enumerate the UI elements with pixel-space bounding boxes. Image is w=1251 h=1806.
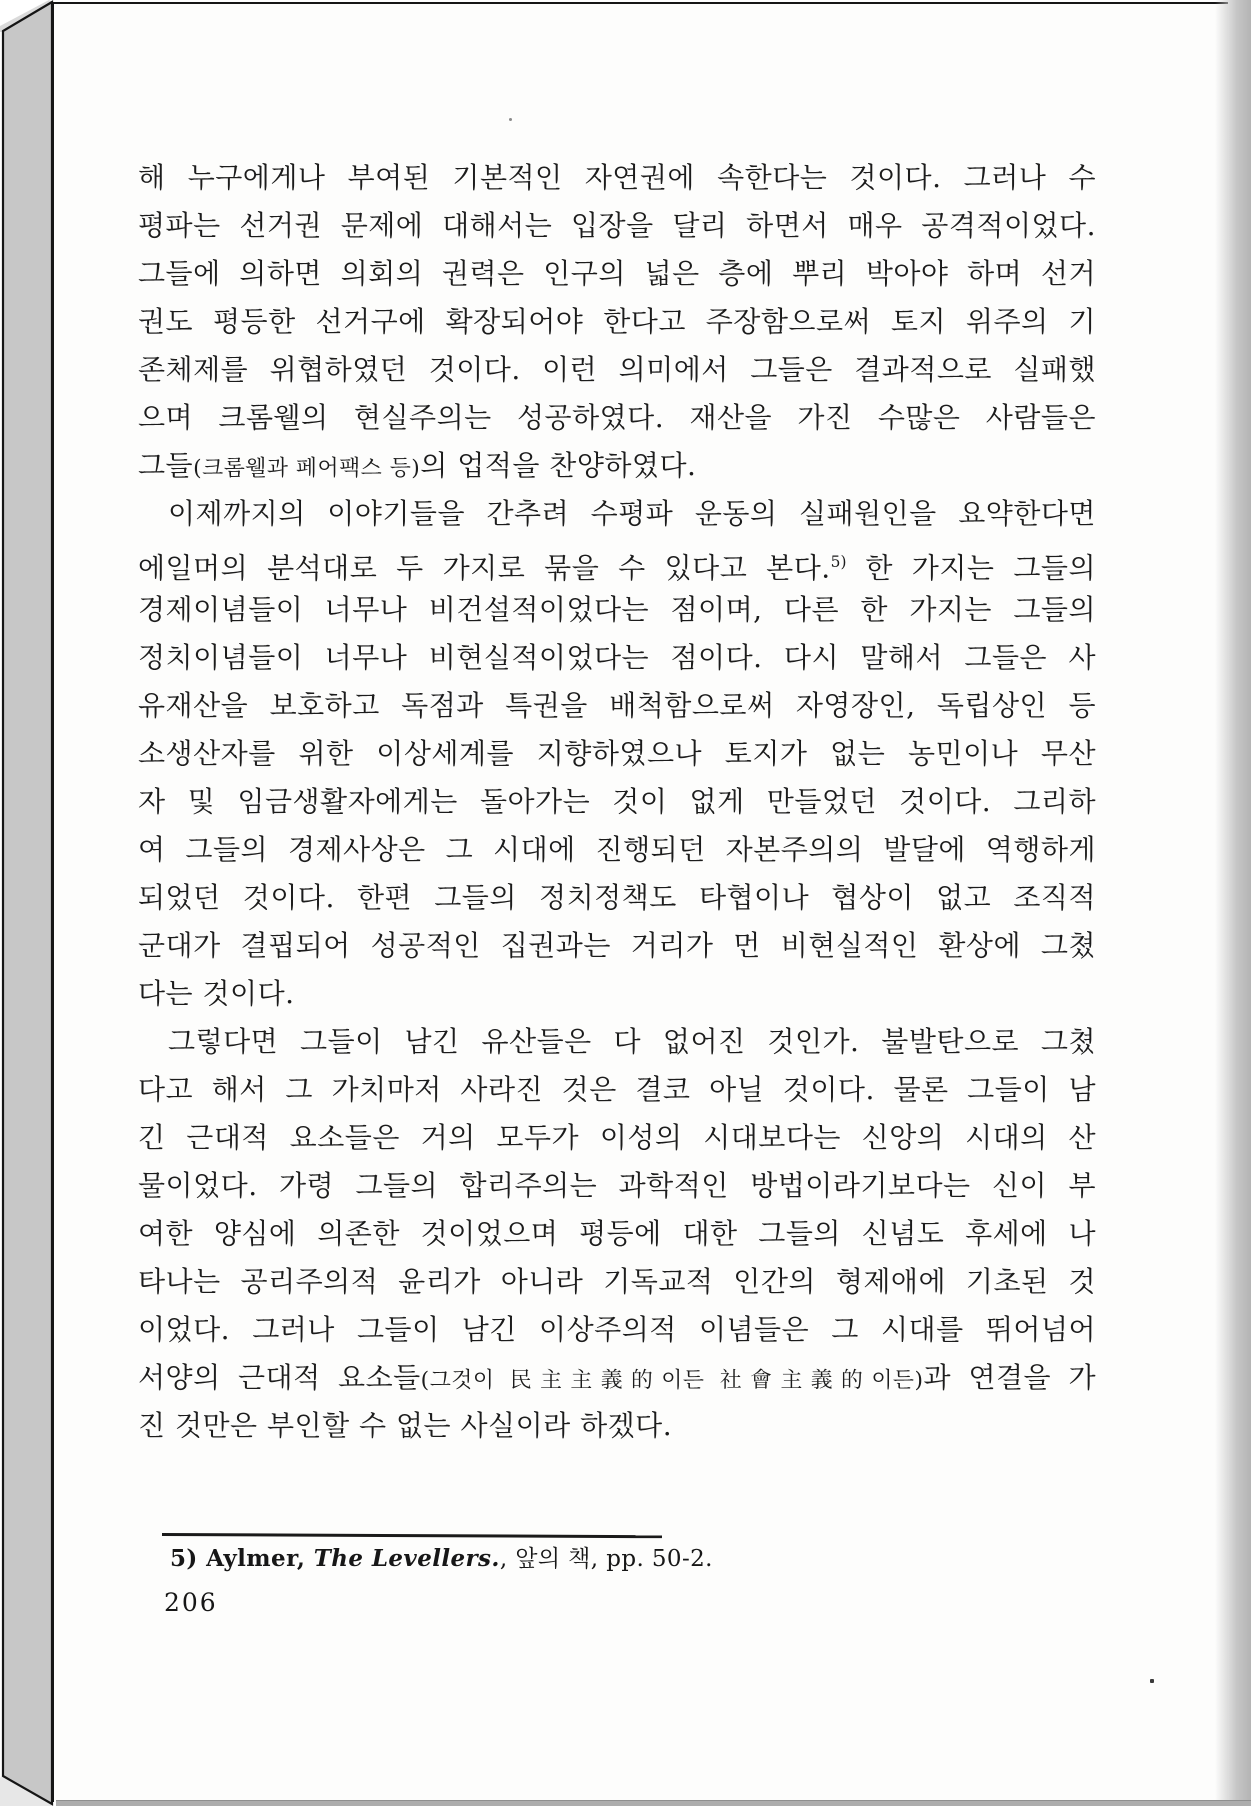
- text-segment: 서양의 근대적 요소들: [138, 1361, 421, 1394]
- text-segment: (크롬웰과 페어팩스 등): [193, 456, 421, 481]
- text-line: [138, 442, 1096, 490]
- text-line: [138, 538, 1096, 586]
- text-line: [138, 1018, 1096, 1066]
- text-line: [138, 970, 1096, 1018]
- text-line: [138, 634, 1096, 682]
- text-segment: 여 그들의 경제사상은 그 시대에 진행되던 자본주의의 발달에 역행하게: [138, 833, 1096, 866]
- text-segment: 평파는 선거권 문제에 대해서는 입장을 달리 하면서 매우 공격적이었다.: [138, 209, 1096, 242]
- text-segment: 과 연결을 가: [923, 1361, 1097, 1394]
- text-segment: 으며 크롬웰의 현실주의는 성공하였다. 재산을 가진 수많은 사람들은: [138, 401, 1096, 434]
- text-segment: 정치이념들이 너무나 비현실적이었다는 점이다. 다시 말해서 그들은 사: [138, 641, 1096, 674]
- text-segment: 이제까지의 이야기들을 간추려 수평파 운동의 실패원인을 요약한다면: [168, 497, 1096, 530]
- text-segment: 한 가지는 그들의: [846, 551, 1096, 585]
- text-line: [138, 1402, 1096, 1450]
- book-block-edge: [3, 2, 52, 1804]
- text-segment: 5) Aylmer,: [170, 1545, 314, 1572]
- text-segment: 해 누구에게나 부여된 기본적인 자연권에 속한다는 것이다. 그러나 수: [138, 161, 1096, 194]
- text-segment: 의 업적을 찬양하였다.: [420, 449, 697, 482]
- text-segment: 그들에 의하면 의회의 권력은 인구의 넓은 층에 뿌리 박아야 하며 선거: [138, 257, 1096, 290]
- text-line: [138, 778, 1096, 826]
- page-surface: [52, 2, 1228, 1802]
- text-segment: 물이었다. 가령 그들의 합리주의는 과학적인 방법이라기보다는 신이 부: [138, 1169, 1096, 1202]
- text-segment: 자 및 임금생활자에게는 돌아가는 것이 없게 만들었던 것이다. 그리하: [138, 785, 1096, 818]
- text-line: [138, 202, 1096, 250]
- text-segment: 소생산자를 위한 이상세계를 지향하였으나 토지가 없는 농민이나 무산: [138, 737, 1096, 770]
- text-segment: 유재산을 보호하고 독점과 특권을 배척함으로써 자영장인, 독립상인 등: [138, 689, 1096, 722]
- text-segment: 5): [830, 553, 847, 571]
- text-segment: 이었다. 그러나 그들이 남긴 이상주의적 이념들은 그 시대를 뛰어넘어: [138, 1313, 1096, 1346]
- text-line: [138, 490, 1096, 538]
- text-line: [138, 250, 1096, 298]
- text-segment: 타나는 공리주의적 윤리가 아니라 기독교적 인간의 형제애에 기초된 것: [138, 1265, 1096, 1298]
- text-line: [138, 1210, 1096, 1258]
- text-segment: 경제이념들이 너무나 비건설적이었다는 점이며, 다른 한 가지는 그들의: [138, 593, 1096, 626]
- page-shadow-right: [1215, 0, 1251, 1806]
- text-segment: 긴 근대적 요소들은 거의 모두가 이성의 시대보다는 신앙의 시대의 산: [138, 1121, 1096, 1154]
- text-line: [138, 1162, 1096, 1210]
- text-segment: 여한 양심에 의존한 것이었으며 평등에 대한 그들의 신념도 후세에 나: [138, 1217, 1096, 1250]
- text-segment: 존체제를 위협하였던 것이다. 이런 의미에서 그들은 결과적으로 실패했: [138, 353, 1096, 386]
- text-segment: 되었던 것이다. 한편 그들의 정치정책도 타협이나 협상이 없고 조직적: [138, 881, 1096, 914]
- footnote: [170, 1544, 1070, 1574]
- text-segment: The Levellers.: [313, 1545, 500, 1572]
- text-line: [138, 1114, 1096, 1162]
- text-segment: (그것이 民主主義的이든 社會主義的이든): [420, 1368, 924, 1393]
- text-line: [138, 730, 1096, 778]
- text-line: [138, 154, 1096, 202]
- text-line: [138, 1354, 1096, 1402]
- text-line: [138, 1066, 1096, 1114]
- text-line: [138, 874, 1096, 922]
- text-segment: 권도 평등한 선거구에 확장되어야 한다고 주장함으로써 토지 위주의 기: [138, 305, 1096, 338]
- text-line: [138, 394, 1096, 442]
- text-segment: 진 것만은 부인할 수 없는 사실이라 하겠다.: [138, 1409, 673, 1442]
- text-line: [138, 346, 1096, 394]
- text-segment: 다고 해서 그 가치마저 사라진 것은 결코 아닐 것이다. 물론 그들이 남: [138, 1073, 1096, 1106]
- text-segment: 그렇다면 그들이 남긴 유산들은 다 없어진 것인가. 불발탄으로 그쳤: [168, 1025, 1096, 1058]
- text-segment: 군대가 결핍되어 성공적인 집권과는 거리가 먼 비현실적인 환상에 그쳤: [138, 929, 1096, 962]
- text-line: [138, 298, 1096, 346]
- scan-speck: [509, 118, 512, 121]
- text-line: [138, 826, 1096, 874]
- scan-speck: [1150, 1679, 1154, 1683]
- text-line: [138, 682, 1096, 730]
- text-line: [138, 586, 1096, 634]
- text-segment: 그들: [138, 449, 194, 482]
- text-line: [138, 922, 1096, 970]
- text-segment: , 앞의 책, pp. 50-2.: [499, 1546, 713, 1572]
- footnote-rule: [162, 1533, 662, 1538]
- text-segment: 다는 것이다.: [138, 977, 295, 1010]
- text-segment: 에일머의 분석대로 두 가지로 묶을 수 있다고 본다.: [138, 551, 831, 585]
- body-text: [138, 154, 1096, 1450]
- page-shadow-bottom: [56, 1800, 1251, 1806]
- page-number: 206: [164, 1588, 218, 1617]
- text-line: [138, 1258, 1096, 1306]
- text-line: [138, 1306, 1096, 1354]
